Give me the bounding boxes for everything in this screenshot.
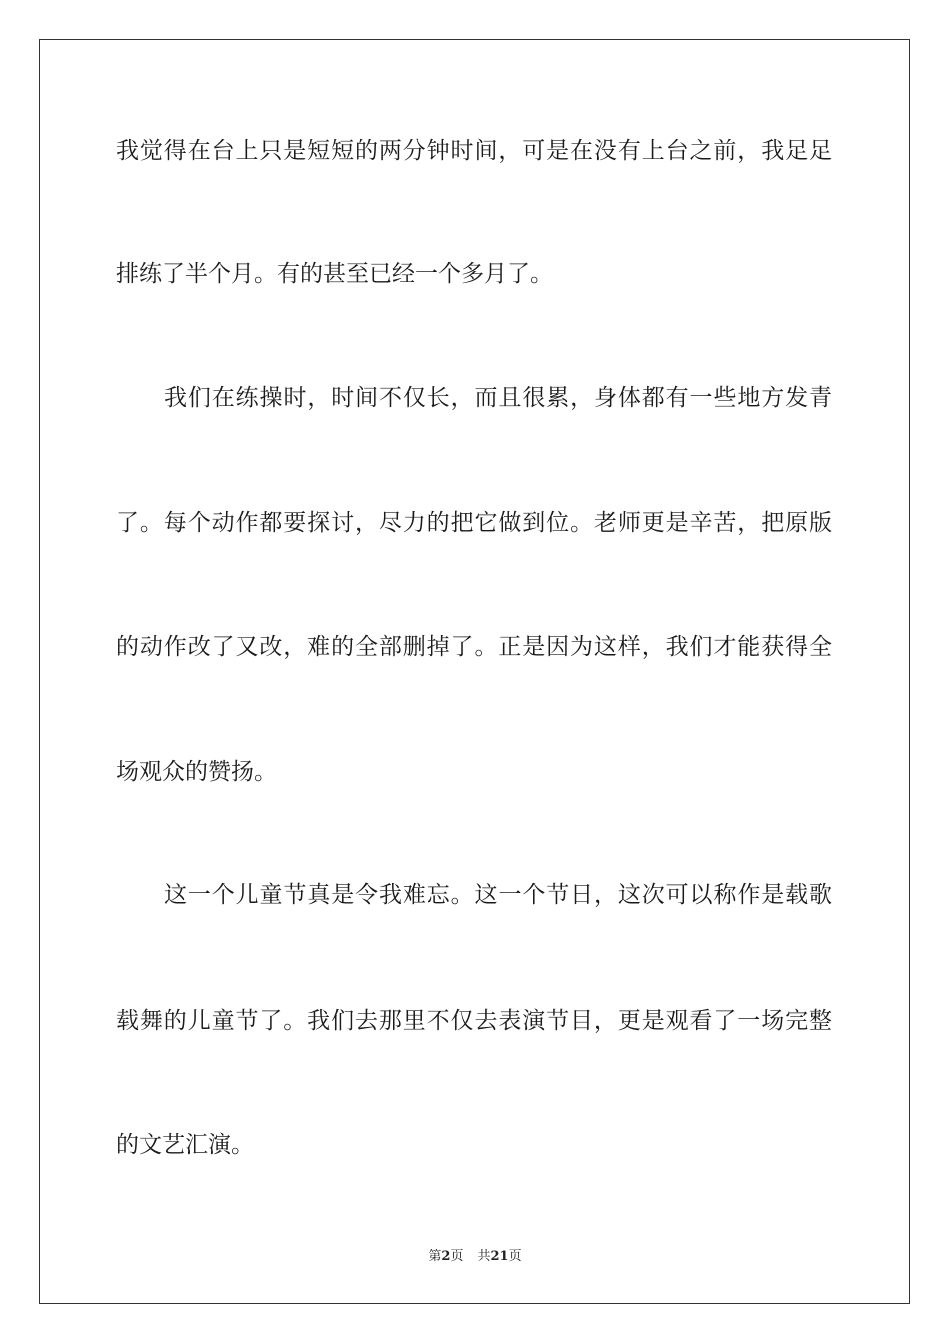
text-line-1: 我觉得在台上只是短短的两分钟时间，可是在没有上台之前，我足足 <box>116 138 832 164</box>
page-frame <box>39 39 910 1304</box>
text-line-5: 的动作改了又改，难的全部删掉了。正是因为这样，我们才能获得全 <box>116 634 832 660</box>
page-number: 2 <box>441 1249 451 1264</box>
text-line-3: 我们在练操时，时间不仅长，而且很累，身体都有一些地方发青 <box>164 385 832 411</box>
page-prefix: 第 <box>428 1249 442 1264</box>
text-line-8: 载舞的儿童节了。我们去那里不仅去表演节目，更是观看了一场完整 <box>116 1008 832 1034</box>
text-line-7: 这一个儿童节真是令我难忘。这一个节日，这次可以称作是载歌 <box>164 882 832 908</box>
text-line-2: 排练了半个月。有的甚至已经一个多月了。 <box>116 261 553 287</box>
page-footer <box>0 1245 950 1264</box>
page-suffix: 页 <box>450 1249 464 1264</box>
text-line-9: 的文艺汇演。 <box>116 1132 254 1158</box>
text-line-4: 了。每个动作都要探讨，尽力的把它做到位。老师更是辛苦，把原版 <box>116 510 832 536</box>
text-line-6: 场观众的赞扬。 <box>116 759 277 785</box>
total-suffix: 页 <box>508 1249 522 1264</box>
total-pages: 21 <box>490 1249 509 1264</box>
total-prefix: 共 <box>477 1249 491 1264</box>
